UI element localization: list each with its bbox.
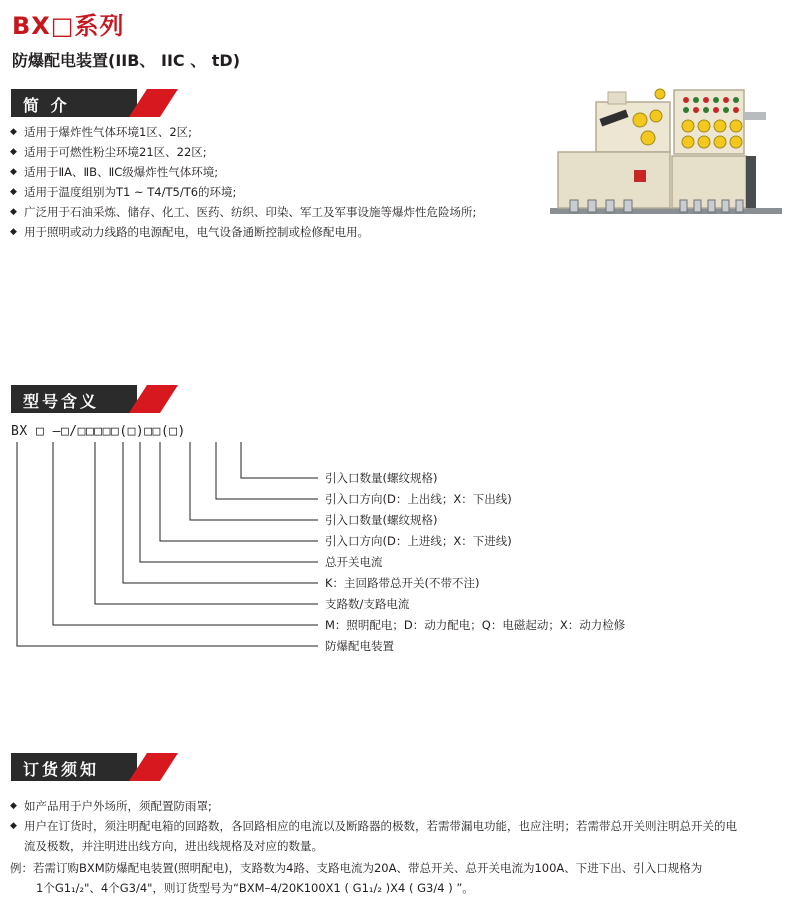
- list-item: ◆ 适用于爆炸性气体环境1区、2区;: [10, 122, 476, 142]
- model-label-inlet-qty-in: 引入口数量(螺纹规格): [325, 513, 438, 527]
- order-list: [10, 796, 737, 836]
- list-item: ◆ 用于照明或动力线路的电源配电，电气设备通断控制或检修配电用。: [10, 222, 476, 242]
- model-label-inlet-qty-out: 引入口数量(螺纹规格): [325, 471, 438, 485]
- page-subtitle: 防爆配电装置(IIB、 IIC 、 tD): [12, 51, 241, 70]
- list-item: ◆ 适用于ⅡA、ⅡB、ⅡC级爆炸性气体环境;: [10, 162, 476, 182]
- model-label-type: M：照明配电；D：动力配电；Q：电磁起动；X：动力检修: [325, 618, 626, 632]
- model-label-inlet-dir-in: 引入口方向(D：上进线；X：下进线): [325, 534, 512, 548]
- order-heading: 订货须知: [23, 760, 100, 779]
- model-label-device: 防爆配电装置: [325, 639, 394, 653]
- list-item: ◆ 用户在订货时，须注明配电箱的回路数，各回路相应的电流以及断路器的极数，若需带漏电功能，也应注明；若需带总开关则注明总开关的电: [10, 816, 737, 836]
- order-heading-bar: [11, 753, 178, 781]
- list-item: ◆ 广泛用于石油采炼、储存、化工、医药、纺织、印染、军工及军事设施等爆炸性危险场所;: [10, 202, 476, 222]
- order-continuation: 流及极数，并注明进出线方向，进出线规格及对应的数量。: [24, 839, 323, 853]
- model-code: BX □ –□/□□□□□(□)□□(□): [11, 424, 186, 439]
- page-title: BX□系列: [12, 12, 125, 40]
- model-label-main-switch: K：主回路带总开关(不带不注): [325, 576, 480, 590]
- order-example-line2: 1个G1₁/₂"、4个G3/4"，则订货型号为“BXM–4/20K100X1 ( G1₁/₂ )X4 ( G3/4 ) ”。: [36, 881, 474, 895]
- list-item: ◆ 适用于可燃性粉尘环境21区、22区;: [10, 142, 476, 162]
- list-item: ◆ 如产品用于户外场所，须配置防雨罩;: [10, 796, 737, 816]
- model-heading: 型号含义: [23, 392, 100, 411]
- list-item: ◆ 适用于温度组别为T1 ~ T4/T5/T6的环境;: [10, 182, 476, 202]
- order-example-line1: 例：若需订购BXM防爆配电装置(照明配电)，支路数为4路、支路电流为20A、带总开关、总开关电流为100A、下进下出、引入口规格为: [10, 861, 703, 875]
- model-label-main-current: 总开关电流: [325, 555, 383, 569]
- intro-heading: 简 介: [23, 96, 70, 115]
- model-label-inlet-dir-out: 引入口方向(D：上出线；X：下出线): [325, 492, 512, 506]
- model-label-branches: 支路数/支路电流: [325, 597, 410, 611]
